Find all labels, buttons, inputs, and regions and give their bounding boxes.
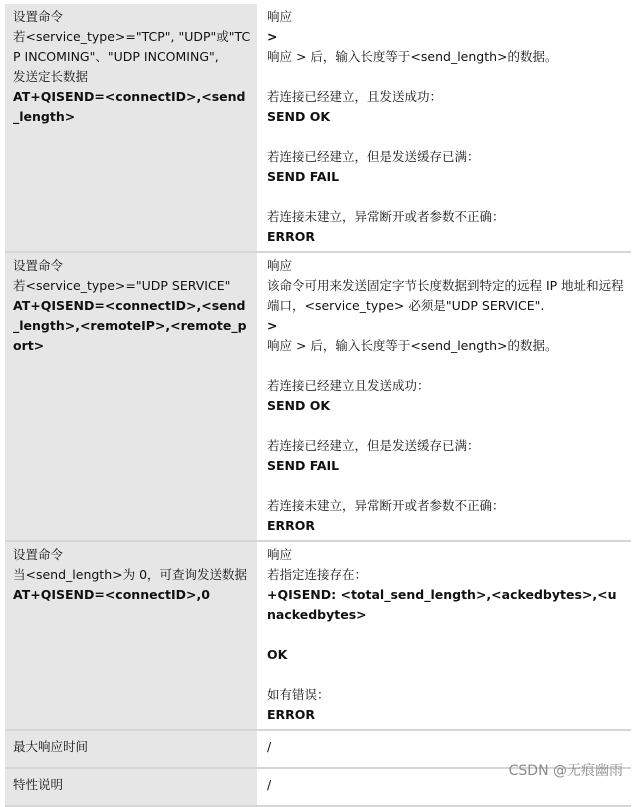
- table-row: [5, 252, 631, 541]
- result-code: SEND OK: [267, 107, 625, 127]
- response-text: 若连接未建立，异常断开或者参数不正确：: [267, 207, 625, 227]
- at-command-table: [5, 4, 631, 807]
- query-response: +QISEND: <total_send_length>,<ackedbytes>,<unackedbytes>: [267, 585, 625, 625]
- cell-label: 设置命令: [13, 256, 251, 276]
- prompt-symbol: >: [267, 27, 625, 47]
- condition-text: 当<send_length>为 0，可查询发送数据: [13, 565, 251, 585]
- response-text: 若连接未建立，异常断开或者参数不正确：: [267, 496, 625, 516]
- response-text: 响应 > 后，输入长度等于<send_length>的数据。: [267, 336, 625, 356]
- response-text: 若连接已经建立，但是发送缓存已满：: [267, 436, 625, 456]
- cell-label: 设置命令: [13, 7, 251, 27]
- cell-label: 响应: [267, 256, 625, 276]
- result-code: ERROR: [267, 516, 625, 536]
- result-code: OK: [267, 645, 625, 665]
- response-text: 若连接已经建立，且发送成功：: [267, 87, 625, 107]
- feature-description-value: /: [258, 768, 631, 806]
- result-code: ERROR: [267, 705, 625, 725]
- command-cell: [5, 4, 258, 252]
- response-text: 若指定连接存在：: [267, 565, 625, 585]
- max-response-time-label: 最大响应时间: [5, 730, 258, 768]
- response-cell: [258, 541, 631, 730]
- result-code: ERROR: [267, 227, 625, 247]
- condition-text: 若<service_type>="UDP SERVICE": [13, 276, 251, 296]
- command-cell: [5, 252, 258, 541]
- result-code: SEND FAIL: [267, 167, 625, 187]
- command-syntax: AT+QISEND=<connectID>,<send_length>,<remoteIP>,<remote_port>: [13, 296, 251, 356]
- response-text: 响应 > 后，输入长度等于<send_length>的数据。: [267, 47, 625, 67]
- command-syntax: AT+QISEND=<connectID>,<send_length>: [13, 87, 251, 127]
- response-cell: [258, 252, 631, 541]
- max-response-time-value: /: [258, 730, 631, 768]
- watermark: CSDN @无痕幽雨: [509, 760, 623, 780]
- prompt-symbol: >: [267, 316, 625, 336]
- table-row: [5, 541, 631, 730]
- result-code: SEND FAIL: [267, 456, 625, 476]
- cell-label: 设置命令: [13, 545, 251, 565]
- response-text: 如有错误：: [267, 685, 625, 705]
- cell-label: 响应: [267, 545, 625, 565]
- response-cell: [258, 4, 631, 252]
- table-row: [5, 4, 631, 252]
- response-text: 若连接已经建立，但是发送缓存已满：: [267, 147, 625, 167]
- command-cell: [5, 541, 258, 730]
- description-text: 发送定长数据: [13, 67, 251, 87]
- feature-description-label: 特性说明: [5, 768, 258, 806]
- condition-text: 若<service_type>="TCP", "UDP"或"TCP INCOMING"、"UDP INCOMING",: [13, 27, 251, 67]
- response-text: 若连接已经建立且发送成功：: [267, 376, 625, 396]
- command-syntax: AT+QISEND=<connectID>,0: [13, 585, 251, 605]
- cell-label: 响应: [267, 7, 625, 27]
- result-code: SEND OK: [267, 396, 625, 416]
- description-text: 该命令可用来发送固定字节长度数据到特定的远程 IP 地址和远程端口，<service_type> 必须是"UDP SERVICE".: [267, 276, 625, 316]
